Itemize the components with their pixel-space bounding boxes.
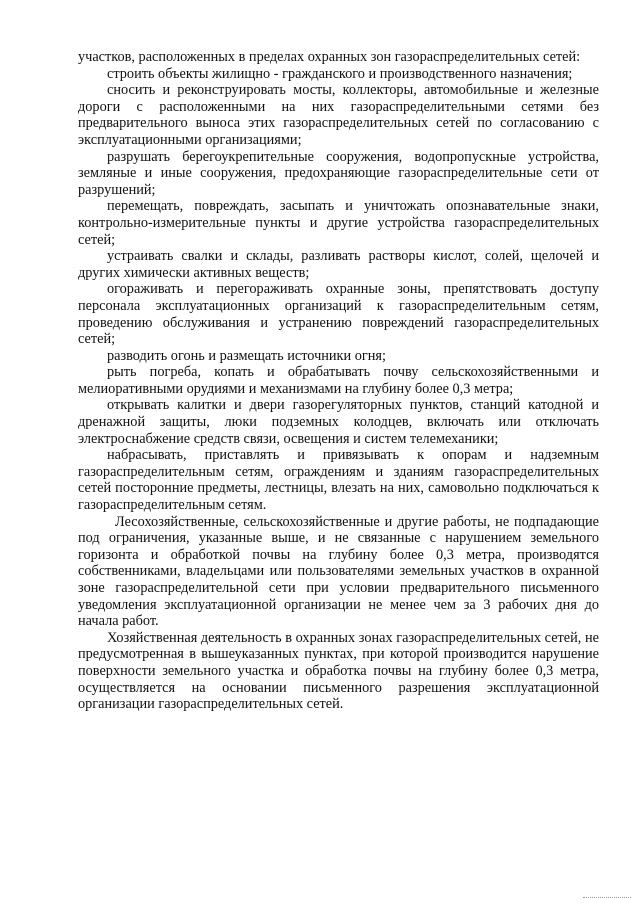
paragraph-4: разрушать берегоукрепительные сооружения, водопропускные устройства, земляные и иные сооружения, предохраняющие газораспределительные сети от разрушений;	[78, 148, 599, 198]
paragraph-3: сносить и реконструировать мосты, коллекторы, автомобильные и железные дороги с расположенными на них газораспределительными сетями без предварительного выноса этих газораспределительных сетей по согласованию с эксплуатационными организациями;	[78, 82, 599, 148]
paragraph-9: рыть погреба, копать и обрабатывать почву сельскохозяйственными и мелиоративными орудиями и механизмами на глубину более 0,3 метра;	[78, 364, 599, 397]
paragraph-12: Лесохозяйственные, сельскохозяйственные и другие работы, не подпадающие под ограничения, указанные выше, и не связанные с нарушением земельного горизонта и обработкой почвы на глубину более 0,3 метра, производятся собственниками, владельцами или пользователями земельных участков в охранной зоне газораспределительной сети при условии предварительного письменного уведомления эксплуатационной организации не менее чем за 3 рабочих дня до начала работ.	[78, 513, 599, 630]
paragraph-8: разводить огонь и размещать источники огня;	[107, 347, 386, 364]
paragraph-6: устраивать свалки и склады, разливать растворы кислот, солей, щелочей и других химически активных веществ;	[78, 248, 599, 281]
paragraph-5: перемещать, повреждать, засыпать и уничтожать опознавательные знаки, контрольно-измерительные пункты и другие устройства газораспределительных сетей;	[78, 198, 599, 248]
scan-mark	[583, 897, 631, 899]
document-body	[78, 49, 599, 713]
paragraph-7: огораживать и перегораживать охранные зоны, препятствовать доступу персонала эксплуатационных организаций к газораспределительным сетям, проведению обслуживания и устранению повреждений газораспределительных сетей;	[78, 281, 599, 348]
paragraph-2: строить объекты жилищно - гражданского и производственного назначения;	[107, 65, 573, 82]
paragraph-10: открывать калитки и двери газорегуляторных пунктов, станций катодной и дренажной защиты, люки подземных колодцев, включать или отключать электроснабжение средств связи, освещения и систем телемеханики;	[78, 397, 599, 447]
paragraph-11: набрасывать, приставлять и привязывать к опорам и надземным газораспределительным сетям, ограждениям и зданиям газораспределительных сетей посторонние предметы, лестницы, влезать на них, самовольно подключаться к газораспределительным сетям.	[78, 447, 599, 514]
paragraph-13: Хозяйственная деятельность в охранных зонах газораспределительных сетей, не предусмотренная в вышеуказанных пунктах, при которой производится нарушение поверхности земельного участка и обработка почвы на глубину более 0,3 метра, осуществляется на основании письменного разрешения эксплуатационной организации газораспределительных сетей.	[78, 629, 599, 713]
paragraph-1: участков, расположенных в пределах охранных зон газораспределительных сетей:	[78, 49, 581, 65]
